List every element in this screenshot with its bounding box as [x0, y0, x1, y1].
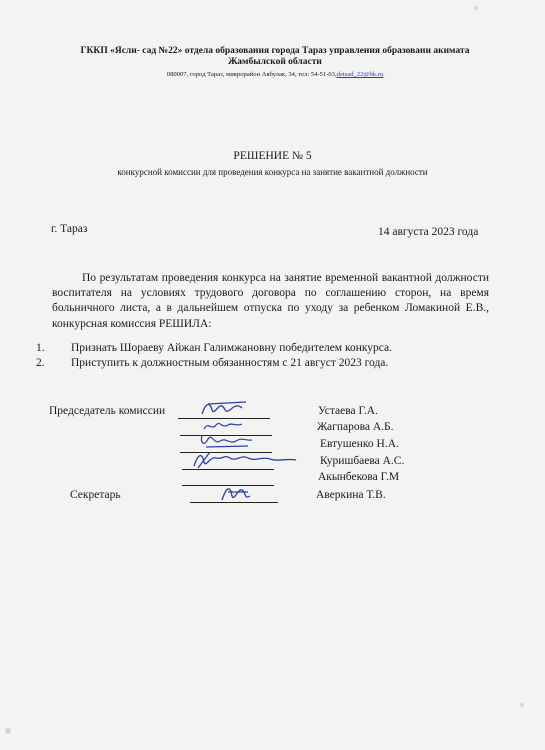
scan-speck [520, 703, 524, 707]
document-city: г. Тараз [51, 223, 88, 235]
document-title: РЕШЕНИЕ № 5 [233, 150, 312, 162]
decision-text: Приступить к должностным обязанностям с 21 август 2023 года. [71, 357, 389, 369]
decision-text: Признать Шораеву Айжан Галимжановну победителем конкурса. [71, 342, 393, 354]
member-name-4: Куришбаева А.С. [320, 455, 405, 467]
decision-item-1 [36, 341, 392, 355]
document-subtitle: конкурсной комиссии для проведения конкурса на занятие вакантной должности [117, 167, 428, 177]
decision-item-2 [36, 356, 388, 370]
scan-speck [474, 6, 478, 10]
org-header-line2: Жамбылской области [228, 57, 322, 67]
address-text: 080007, город Тараз, микрорайон Аябулак, 34, тел: 54-51-03, [166, 71, 337, 78]
decision-number: 2. [36, 357, 45, 369]
secretary-name: Аверкина Т.В. [316, 489, 386, 501]
org-header-line1: ГККП «Ясли- сад №22» отдела образования города Тараз управления образовани акимата [80, 46, 470, 56]
paragraph-text: По результатам проведения конкурса на занятие временной вакантной должности воспитателя на условиях трудового договора по соглашению сторон, на время больничного листа, а в дальнейшем отпуска по уходу за ребенком Ломакиной Е.В., конкурсная комиссия РЕШИЛА: [52, 272, 489, 330]
member-name-5: Акынбекова Г.М [318, 471, 400, 483]
scan-speck [5, 728, 11, 734]
member-name-3: Евтушенко Н.А. [320, 438, 399, 450]
handwritten-signature-4 [190, 448, 302, 472]
secretary-label: Секретарь [70, 489, 121, 501]
decision-number: 1. [36, 342, 45, 354]
email-link[interactable]: detsad_22@bk.ru [336, 71, 384, 78]
chair-label: Председатель комиссии [49, 405, 166, 417]
member-name-2: Жагпарова А.Б. [317, 421, 394, 433]
member-name-1: Устаева Г.А. [318, 405, 378, 417]
document-date: 14 августа 2023 года [378, 226, 479, 238]
org-address [20, 71, 530, 79]
handwritten-signature-secretary [218, 482, 254, 504]
decision-paragraph [52, 271, 489, 332]
